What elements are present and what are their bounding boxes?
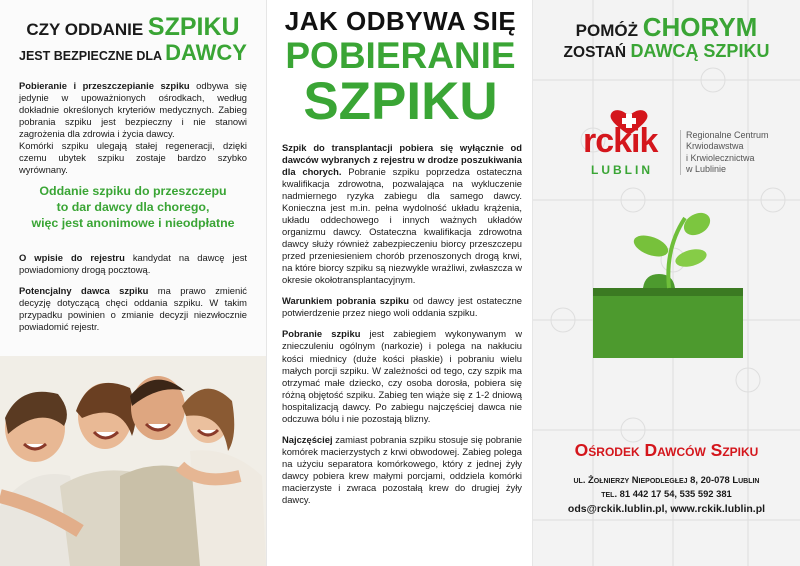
left-title-highlight1: SZPIKU: [147, 13, 240, 41]
logo-sub: LUBLIN: [591, 163, 653, 177]
middle-para-1-rest: Pobranie szpiku poprzedza ostateczna kwalifikacja zdrowotna, pozwalająca na wykluczenie nadmiernego ryzyka zabiegu dla samego dawcy. Konieczna jest m.in. pełna wydolność układu krążenia, układu oddechowego i innych ważnych układów organizmu dawcy. Ostateczna kwalifikacja zdrowotna dawcy służy również zabezpieczeniu biorcy przeszczepu przed przeniesieniem chorób przenoszonych drogą krwi, na które biorcy szpiku są niezwykle wrażliwi, zwłaszcza w okresie okołotransplantacyjnym.: [282, 166, 522, 286]
org-line-1: Regionalne Centrum: [686, 130, 769, 140]
middle-para-4-bold: Najczęściej: [282, 433, 333, 445]
rckik-logo: [583, 108, 673, 178]
middle-title-line-3: SZPIKU: [303, 72, 498, 132]
middle-para-2: [282, 295, 522, 319]
right-title: [533, 14, 800, 62]
middle-para-1-bold: Szpik do transplantacji pobiera się wyłącznie od dawców wybranych z rejestru w drodze poszukiwania dla chorych.: [282, 142, 522, 178]
left-quote: [10, 183, 256, 231]
left-para-4-bold: Potencjalny dawca szpiku: [19, 285, 149, 297]
left-para-4-rest: ma prawo zmienić decyzję dotyczącą chęci oddania szpiku. W takim przypadku powinien o zmianie decyzji niezwłocznie powiadomić rejestr.: [19, 285, 247, 333]
center-phone: tel. 81 442 17 54, 535 592 381: [601, 488, 732, 500]
middle-para-4-rest: zamiast pobrania szpiku stosuje się pobranie komórek macierzystych z krwi obwodowej. Zabieg polega na użyciu separatora komórkowego, który z jednej żyły dawcy pobiera krew małymi porcjami, oddziela komórki macierzyste i zwraca pozostałą krew do drugiej żyły dawcy.: [282, 433, 522, 505]
middle-para-1: [282, 142, 522, 286]
left-para-1-bold: Pobieranie i przeszczepianie szpiku: [19, 80, 190, 91]
org-line-2: Krwiodawstwa: [686, 141, 744, 152]
left-title-highlight2: DAWCY: [165, 40, 247, 66]
middle-title: [267, 8, 534, 130]
left-para-4: [19, 285, 247, 333]
left-para-1-rest: odbywa się jedynie w upoważnionych ośrodkach, według dokładnie określonych kryteriów medycznych. Zabieg pobrania szpiku jest bezpieczny i nie stanowi zagrożenia dla zdrowia i życia dawcy.: [19, 80, 247, 140]
center-web[interactable]: ods@rckik.lublin.pl, www.rckik.lublin.pl: [567, 503, 766, 516]
center-title: Ośrodek Dawców Szpiku: [574, 440, 759, 460]
left-text-block-1: [19, 80, 247, 176]
plant-illustration: [573, 208, 773, 368]
left-para-2: Komórki szpiku ulegają stałej regeneracji, dzięki czemu ubytek szpiku zostaje bardzo szybko wyrównany.: [19, 140, 247, 176]
left-quote-line-1: Oddanie szpiku do przeszczepu: [39, 184, 227, 198]
middle-para-3-bold: Pobranie szpiku: [282, 328, 361, 340]
right-panel: [533, 0, 800, 566]
org-line-4: w Lublinie: [686, 163, 727, 174]
left-text-block-2: [19, 252, 247, 333]
middle-para-4: [282, 434, 522, 506]
middle-title-line-2: POBIERANIE: [285, 35, 516, 77]
middle-para-2-rest: od dawcy jest ostateczne potwierdzenie przez niego woli oddania szpiku.: [282, 295, 522, 319]
middle-panel: [266, 0, 533, 566]
center-address: ul. Żołnierzy Niepodległej 8, 20-078 Lublin: [573, 474, 760, 485]
middle-para-3: [282, 328, 522, 424]
right-title-part2: ZOSTAŃ: [563, 44, 627, 62]
left-title-part2: JEST BEZPIECZNE DLA: [19, 49, 162, 64]
right-title-highlight2: DAWCĄ SZPIKU: [630, 41, 770, 62]
left-panel: [0, 0, 266, 566]
family-illustration: [0, 356, 266, 566]
left-para-1: [19, 80, 247, 140]
left-para-3-rest: kandydat na dawcę jest powiadomiony drogą pocztową.: [19, 252, 247, 276]
center-info: [533, 440, 800, 518]
left-title-part1: CZY ODDANIE: [26, 20, 144, 39]
left-para-3-bold: O wpisie do rejestru: [19, 252, 125, 263]
right-title-highlight1: CHORYM: [642, 12, 758, 42]
org-line-3: i Krwiolecznictwa: [686, 152, 755, 163]
family-photo: [0, 356, 266, 566]
logo-text: rckik: [583, 122, 658, 160]
middle-para-2-bold: Warunkiem pobrania szpiku: [282, 295, 409, 307]
middle-title-line-1: JAK ODBYWA SIĘ: [284, 6, 517, 36]
middle-text: [282, 142, 522, 506]
left-title: [0, 14, 266, 64]
left-para-3: [19, 252, 247, 276]
right-title-part1: POMÓŻ: [575, 21, 638, 40]
left-quote-line-2: to dar dawcy dla chorego,: [56, 200, 210, 215]
org-name: [680, 130, 769, 175]
middle-para-3-rest: jest zabiegiem wykonywanym w znieczuleniu ogólnym (narkozie) i polega na nakłuciu kości miednicy (duże kości płaskie) i pobraniu wielu małych porcji szpiku. W zależności od tego, czy szpik ma otrzymać małe dziecko, czy osoba dorosła, pobiera się różną objętość szpiku. Zabieg ten wiąże się z 1-2 dniową hospitalizacją dawcy. Po zabiegu najczęściej dawca nie odczuwa bólu i nie pozostają blizny.: [282, 328, 522, 424]
left-quote-line-3: więc jest anonimowe i nieodpłatne: [31, 216, 235, 231]
